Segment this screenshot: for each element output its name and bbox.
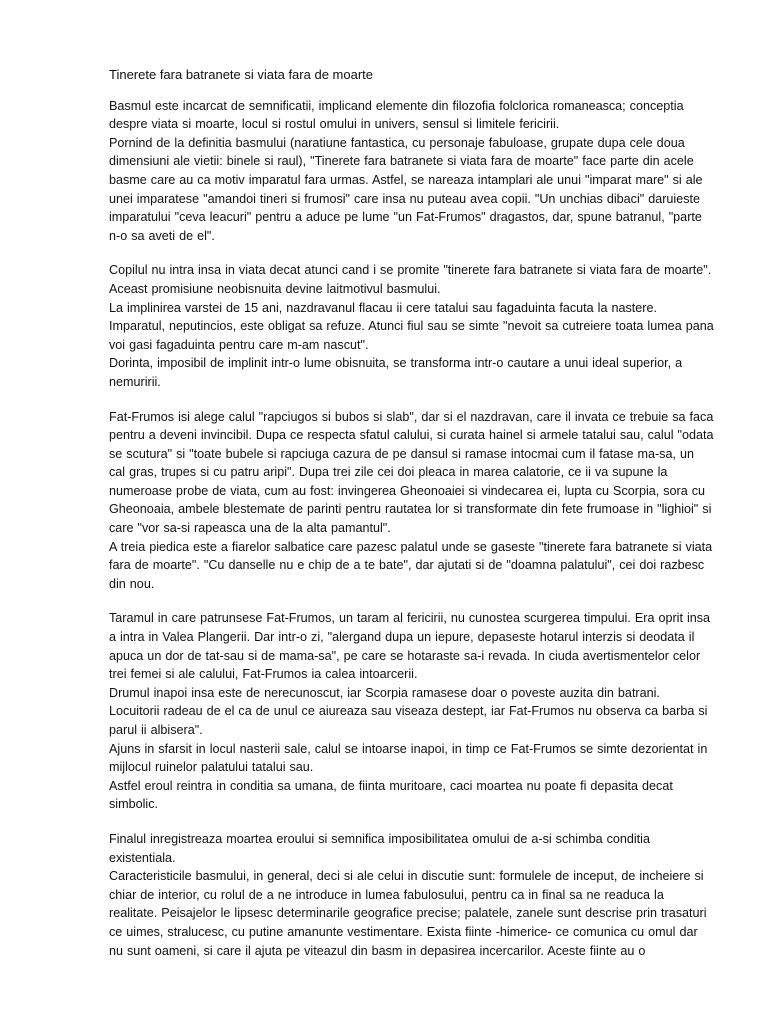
paragraph-line: Basmul este incarcat de semnificatii, implicand elemente din filozofia folclorica romaneasca; conceptia despre viata si moarte, locul si rostul omului in univers, sensul si limitele fericirii. bbox=[109, 98, 684, 132]
paragraph-4 bbox=[109, 609, 714, 814]
paragraph-1 bbox=[109, 97, 714, 246]
paragraph-3 bbox=[109, 408, 714, 594]
paragraph-5 bbox=[109, 830, 714, 960]
paragraph-line: Fat-Frumos isi alege calul "rapciugos si bubos si slab", dar si el nazdravan, care il invata ce trebuie sa faca pentru a deveni invincibil. Dupa ce respecta sfatul calului, si curata hainel si armele tatalui sau, calul "odata se scutura" si "toate bubele si rapciuga cazura de pe dansul si ramase intocmai cum il fatase ma-sa, un cal gras, trupes si cu patru aripi". Dupa trei zile cei doi pleaca in marea calatorie, ce ii va supune la numeroase probe de viata, cum au fost: invingerea Gheonoaiei si vindecarea ei, lupta cu Scorpia, sora cu Gheonoaia, ambele blestemate de parinti pentru rautatea lor si transformate din fete frumoase in "lighioi" si care "vor sa-si rapeasca una de la alta pamantul". bbox=[109, 409, 714, 536]
paragraph-line: Pornind de la definitia basmului (naratiune fantastica, cu personaje fabuloase, grupate dupa cele doua dimensiuni ale vietii: binele si raul), "Tinerete fara batranete si viata fara de moarte" face parte din acele basme care au ca motiv imparatul fara urmas. Astfel, se nareaza intamplari ale unui "imparat mare" si ale unei imparatese "amandoi tineri si frumosi" care insa nu puteau avea copii. "Un unchias dibaci" daruieste imparatului "ceva leacuri" pentru a aduce pe lume "un Fat-Frumos" dragastos, dar, spune batranul, "parte n-o sa aveti de el". bbox=[109, 135, 703, 243]
paragraph-line: Ajuns in sfarsit in locul nasterii sale, calul se intoarse inapoi, in timp ce Fat-Frumos se simte dezorientat in mijlocul ruinelor palatului tatalui sau. bbox=[109, 741, 708, 775]
paragraph-2 bbox=[109, 261, 714, 391]
document-title: Tinerete fara batranete si viata fara de moarte bbox=[109, 67, 373, 82]
paragraph-line: Copilul nu intra insa in viata decat atunci cand i se promite "tinerete fara batranete si viata fara de moarte". Aceast promisiune neobisnuita devine laitmotivul basmului. bbox=[109, 263, 712, 296]
paragraph-line: A treia piedica este a fiarelor salbatice care pazesc palatul unde se gaseste "tinerete fara batranete si viata fara de moarte". "Cu danselle nu e chip de a te bate", dar ajutati si de "doamna palatului", cei doi razbesc din nou. bbox=[109, 539, 713, 591]
paragraph-line: Dorinta, imposibil de implinit intr-o lume obisnuita, se transforma intr-o cautare a unui ideal superior, a nemuririi. bbox=[109, 356, 683, 389]
paragraph-line: Astfel eroul reintra in conditia sa umana, de fiinta muritoare, caci moartea nu poate fi depasita decat simbolic. bbox=[109, 778, 673, 812]
paragraph-line: Drumul inapoi insa este de nerecunoscut, iar Scorpia ramasese doar o poveste auzita din batrani. bbox=[109, 685, 660, 700]
document-page bbox=[109, 66, 714, 976]
paragraph-line: Caracteristicile basmului, in general, deci si ale celui in discutie sunt: formulele de inceput, de incheiere si chiar de interior, cu rolul de a ne introduce in lumea fabulosului, pentru ca in final sa ne readuca la realitate. Peisajelor le lipsesc determinarile geografice precise; palatele, zanele sunt descrise prin trasaturi ce uimes, stralucesc, cu putine amanunte vestimentare. Exista fiinte -himerice- ce comunica cu omul dar nu sunt oameni, si care il ajuta pe viteazul din basm in depasirea incercarilor. Aceste fiinte au o bbox=[109, 869, 707, 958]
paragraph-line: La implinirea varstei de 15 ani, nazdravanul flacau ii cere tatalui sau fagaduinta facuta la nastere. Imparatul, neputincios, este obligat sa refuze. Atunci fiul sau se simte "nevoit sa cutreiere toata lumea pana voi gasi fagaduinta pentru care m-am nascut". bbox=[109, 300, 714, 352]
paragraph-line: Locuitorii radeau de el ca de unul ce aiureaza sau viseaza destept, iar Fat-Frumos nu observa ca barba si parul ii albisera". bbox=[109, 704, 708, 737]
paragraph-line: Taramul in care patrunsese Fat-Frumos, un taram al fericirii, nu cunostea scurgerea timpului. Era oprit insa a intra in Valea Plangerii. Dar intr-o zi, "alergand dupa un iepure, depaseste hotarul interzis si deodata il apuca un dor de tat-sau si de mama-sa", pe care se hotaraste sa-i revada. In ciuda avertismentelor celor trei femei si ale calului, Fat-Frumos ia calea intoarcerii. bbox=[109, 611, 711, 682]
paragraph-line: Finalul inregistreaza moartea eroului si semnifica imposibilitatea omului de a-si schimba conditia existentiala. bbox=[109, 831, 650, 865]
